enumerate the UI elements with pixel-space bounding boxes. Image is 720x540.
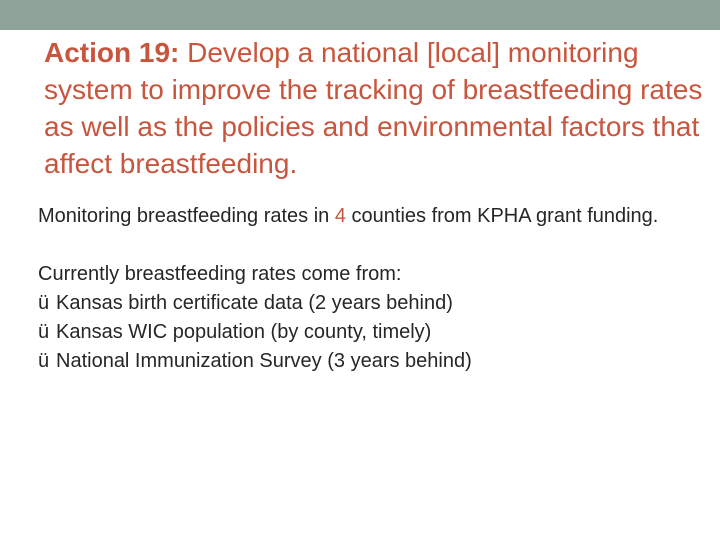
source-item bbox=[38, 347, 698, 376]
source-item bbox=[38, 318, 698, 347]
slide-body bbox=[38, 202, 698, 376]
intro-paragraph bbox=[38, 202, 698, 231]
source-item-label: National Immunization Survey (3 years behind) bbox=[56, 350, 472, 372]
check-icon: ü bbox=[38, 292, 50, 314]
title-text: Develop a national [local] monitoring system to improve the tracking of breastfeeding rates as well as the policies and environmental factors that affect breastfeeding. bbox=[44, 37, 703, 179]
top-accent-bar bbox=[0, 0, 720, 30]
county-count: 4 bbox=[334, 205, 346, 227]
intro-text-after: counties from KPHA grant funding. bbox=[345, 205, 659, 227]
source-item-label: Kansas WIC population (by county, timely) bbox=[56, 321, 432, 343]
title-action-number: Action 19: bbox=[44, 37, 180, 68]
sources-heading: Currently breastfeeding rates come from: bbox=[38, 263, 402, 285]
check-icon: ü bbox=[38, 321, 50, 343]
source-item-label: Kansas birth certificate data (2 years behind) bbox=[56, 292, 453, 314]
source-item bbox=[38, 289, 698, 318]
check-icon: ü bbox=[38, 350, 50, 372]
intro-text-before: Monitoring breastfeeding rates in bbox=[38, 205, 335, 227]
slide-title bbox=[44, 34, 704, 182]
